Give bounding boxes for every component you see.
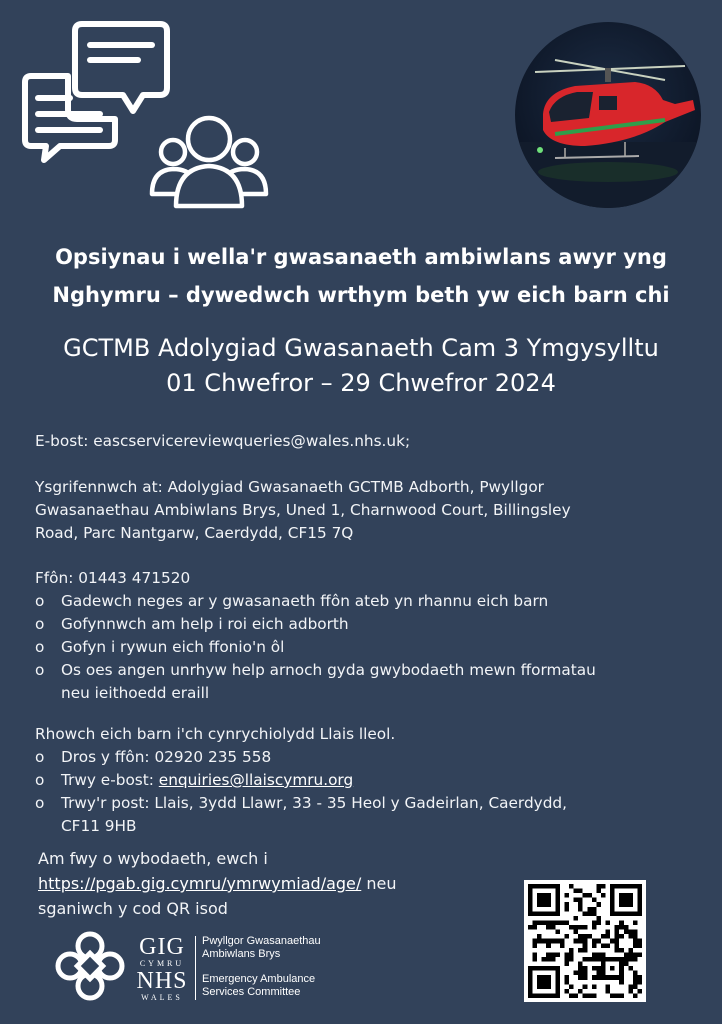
headline-line-2: Nghymru – dywedwch wrthym beth yw eich barn chi bbox=[52, 283, 670, 307]
more-info-line-1: Am fwy o wybodaeth, ewch i bbox=[38, 849, 268, 868]
list-item bbox=[35, 792, 675, 838]
postal-address-line-3: Road, Parc Nantgarw, Caerdydd, CF15 7Q bbox=[35, 524, 354, 542]
people-group-icon bbox=[148, 112, 270, 210]
list-item-text: Gadewch neges ar y gwasanaeth ffôn ateb yn rhannu eich barn bbox=[61, 592, 549, 610]
postal-address-line-1: Ysgrifennwch at: Adolygiad Gwasanaeth GCTMB Adborth, Pwyllgor bbox=[35, 478, 544, 496]
celtic-knot-logo bbox=[54, 930, 126, 1002]
logo-nhs: NHS bbox=[136, 968, 188, 994]
bullet-mark: o bbox=[35, 638, 45, 656]
list-item-text-continued: neu ieithoedd eraill bbox=[61, 684, 210, 702]
more-info-url-suffix: neu bbox=[361, 874, 397, 893]
phone-contact: Ffôn: 01443 471520 bbox=[35, 569, 191, 587]
committee-cy-2: Ambiwlans Brys bbox=[202, 948, 281, 960]
list-item bbox=[35, 769, 675, 792]
nhs-wales-logo bbox=[132, 935, 192, 1001]
more-info-line-2 bbox=[38, 871, 498, 896]
committee-en-2: Services Committee bbox=[202, 986, 301, 998]
bullet-mark: o bbox=[35, 771, 45, 789]
logo-gig: GIG bbox=[139, 934, 185, 960]
list-item-text: Gofynnwch am help i roi eich adborth bbox=[61, 615, 349, 633]
llais-phone: Dros y ffôn: 02920 235 558 bbox=[61, 748, 272, 766]
llais-post: Trwy'r post: Llais, 3ydd Llawr, 33 - 35 Heol y Gadeirlan, Caerdydd, bbox=[61, 794, 567, 812]
llais-intro: Rhowch eich barn i'ch cynrychiolydd Llais lleol. bbox=[35, 725, 396, 743]
llais-post-continued: CF11 9HB bbox=[61, 817, 137, 835]
committee-en-1: Emergency Ambulance bbox=[202, 973, 316, 985]
llais-email-link[interactable]: enquiries@llaiscymru.org bbox=[158, 771, 354, 789]
llais-options-list bbox=[35, 746, 675, 838]
postal-address-line-2: Gwasanaethau Ambiwlans Brys, Uned 1, Charnwood Court, Billingsley bbox=[35, 501, 571, 519]
list-item bbox=[35, 746, 675, 769]
llais-email-label: Trwy e-bost: bbox=[61, 771, 159, 789]
logo-wales: WALES bbox=[141, 993, 183, 1002]
committee-name bbox=[202, 935, 362, 999]
logo-cymru: CYMRU bbox=[139, 959, 185, 968]
info-url-link[interactable]: https://pgab.gig.cymru/ymrwymiad/age/ bbox=[38, 874, 362, 893]
postal-address bbox=[35, 476, 675, 545]
headline-line-1: Opsiynau i wella'r gwasanaeth ambiwlans awyr yng bbox=[55, 245, 667, 269]
helicopter-photo bbox=[515, 22, 701, 208]
committee-cy-1: Pwyllgor Gwasanaethau bbox=[202, 935, 321, 947]
list-item bbox=[35, 636, 675, 659]
subheading-line-2: 01 Chwefror – 29 Chwefror 2024 bbox=[166, 369, 556, 397]
bullet-mark: o bbox=[35, 592, 45, 610]
more-info-line-3: sganiwch y cod QR isod bbox=[38, 899, 228, 918]
bullet-mark: o bbox=[35, 615, 45, 633]
bullet-mark: o bbox=[35, 661, 45, 679]
email-contact: E-bost: eascservicereviewqueries@wales.nhs.uk; bbox=[35, 432, 411, 450]
list-item-text: Os oes angen unrhyw help arnoch gyda gwybodaeth mewn fformatau bbox=[61, 661, 596, 679]
list-item bbox=[35, 613, 675, 636]
logo-divider bbox=[195, 936, 196, 1000]
bullet-mark: o bbox=[35, 794, 45, 812]
subheading-line-1: GCTMB Adolygiad Gwasanaeth Cam 3 Ymgysylltu bbox=[63, 334, 659, 362]
list-item-text: Gofyn i rywun eich ffonio'n ôl bbox=[61, 638, 285, 656]
more-info bbox=[38, 846, 498, 921]
list-item bbox=[35, 590, 675, 613]
bullet-mark: o bbox=[35, 748, 45, 766]
qr-code[interactable] bbox=[524, 880, 646, 1002]
phone-options-list bbox=[35, 590, 675, 705]
list-item bbox=[35, 659, 675, 705]
